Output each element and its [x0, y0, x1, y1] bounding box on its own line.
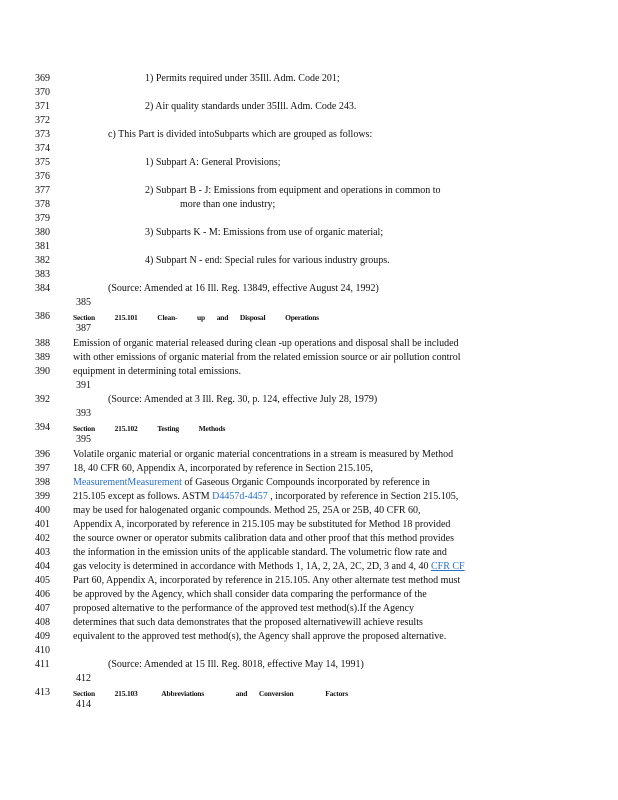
line-text: may be used for halogenated organic compounds. Method 25, 25A or 25B, 40 CFR 60, — [73, 505, 421, 516]
line-number: 380 — [35, 227, 50, 238]
line-number: 408 — [35, 617, 50, 628]
section-heading: Section 215.101 Clean- up and Disposal Operations — [73, 313, 319, 322]
line-number: 375 — [35, 157, 50, 168]
line-number: 405 — [35, 575, 50, 586]
source-note: (Source: Amended at 15 Ill. Reg. 8018, effective May 14, 1991) — [108, 659, 364, 670]
line-number: 398 — [35, 477, 50, 488]
line-text: c) This Part is divided intoSubparts which are grouped as follows: — [108, 129, 373, 140]
line-number: 414 — [76, 699, 91, 710]
line-number: 406 — [35, 589, 50, 600]
line-number: 407 — [35, 603, 50, 614]
line-text: be approved by the Agency, which shall consider data comparing the performance of the — [73, 589, 427, 600]
line-text: with other emissions of organic material from the related emission source or air pollution control — [73, 352, 461, 363]
line-text: determines that such data demonstrates that the proposed alternativewill achieve results — [73, 617, 423, 628]
line-number: 388 — [35, 338, 50, 349]
line-text: equivalent to the approved test method(s), the Agency shall approve the proposed alternative. — [73, 631, 447, 642]
line-number: 382 — [35, 255, 50, 266]
line-number: 412 — [76, 673, 91, 684]
section-heading: Section 215.103 Abbreviations and Conversion Factors — [73, 689, 348, 698]
line-text: Appendix A, incorporated by reference in 215.105 may be substituted for Method 18 provided — [73, 519, 451, 530]
line-number: 386 — [35, 311, 50, 322]
line-text: the source owner or operator submits calibration data and other proof that this method provides — [73, 533, 455, 544]
source-note: (Source: Amended at 16 Ill. Reg. 13849, effective August 24, 1992) — [108, 283, 379, 294]
line-number: 403 — [35, 547, 50, 558]
line-number: 395 — [76, 434, 91, 445]
line-number: 378 — [35, 199, 50, 210]
line-number: 372 — [35, 115, 50, 126]
line-number: 397 — [35, 463, 50, 474]
line-text: gas velocity is determined in accordance with Methods 1, 1A, 2, 2A, 2C, 2D, 3 and 4, 40 CFR CF — [73, 561, 465, 572]
line-number: 369 — [35, 73, 50, 84]
line-number: 394 — [35, 422, 50, 433]
line-text: 2) Air quality standards under 35Ill. Adm. Code 243. — [145, 101, 357, 112]
revised-text: D4457d-4457 — [212, 491, 268, 502]
line-number: 402 — [35, 533, 50, 544]
line-number: 370 — [35, 87, 50, 98]
line-number: 411 — [35, 659, 50, 670]
line-text: 1) Subpart A: General Provisions; — [145, 157, 281, 168]
line-number: 401 — [35, 519, 50, 530]
line-text: 3) Subparts K - M: Emissions from use of organic material; — [145, 227, 384, 238]
line-number: 392 — [35, 394, 50, 405]
line-number: 390 — [35, 366, 50, 377]
line-text: more than one industry; — [180, 199, 276, 210]
line-number: 371 — [35, 101, 50, 112]
line-text: Part 60, Appendix A, incorporated by reference in 215.105. Any other alternate test method must — [73, 575, 461, 586]
line-number: 383 — [35, 269, 50, 280]
line-number: 379 — [35, 213, 50, 224]
line-number: 384 — [35, 283, 50, 294]
line-text: the information in the emission units of the applicable standard. The volumetric flow rate and — [73, 547, 447, 558]
line-number: 391 — [76, 380, 91, 391]
line-number: 409 — [35, 631, 50, 642]
line-number: 385 — [76, 297, 91, 308]
line-text: 2) Subpart B - J: Emissions from equipment and operations in common to — [145, 185, 441, 196]
source-note: (Source: Amended at 3 Ill. Reg. 30, p. 124, effective July 28, 1979) — [108, 394, 378, 405]
line-number: 410 — [35, 645, 50, 656]
line-text: equipment in determining total emissions. — [73, 366, 242, 377]
line-number: 393 — [76, 408, 91, 419]
line-text: proposed alternative to the performance of the approved test method(s).If the Agency — [73, 603, 414, 614]
line-text: 4) Subpart N - end: Special rules for various industry groups. — [145, 255, 390, 266]
line-number: 377 — [35, 185, 50, 196]
line-text: Emission of organic material released during clean -up operations and disposal shall be included — [73, 338, 459, 349]
inserted-text: MeasurementMeasurement — [73, 477, 182, 488]
line-number: 389 — [35, 352, 50, 363]
line-number: 387 — [76, 323, 91, 334]
line-number: 381 — [35, 241, 50, 252]
line-number: 373 — [35, 129, 50, 140]
line-text: 215.105 except as follows. ASTM D4457d-4457 , incorporated by reference in Section 215.105, — [73, 491, 459, 502]
line-text: MeasurementMeasurement of Gaseous Organic Compounds incorporated by reference in — [73, 477, 430, 488]
inserted-text: CFR CF — [430, 561, 465, 572]
line-number: 404 — [35, 561, 50, 572]
line-text: Volatile organic material or organic material concentrations in a stream is measured by Method — [73, 449, 454, 460]
line-number: 399 — [35, 491, 50, 502]
line-number: 376 — [35, 171, 50, 182]
line-number: 374 — [35, 143, 50, 154]
line-text: 18, 40 CFR 60, Appendix A, incorporated by reference in Section 215.105, — [73, 463, 373, 474]
section-heading: Section 215.102 Testing Methods — [73, 424, 226, 433]
line-text: 1) Permits required under 35Ill. Adm. Code 201; — [145, 73, 340, 84]
line-number: 396 — [35, 449, 50, 460]
line-number: 400 — [35, 505, 50, 516]
line-number: 413 — [35, 687, 50, 698]
